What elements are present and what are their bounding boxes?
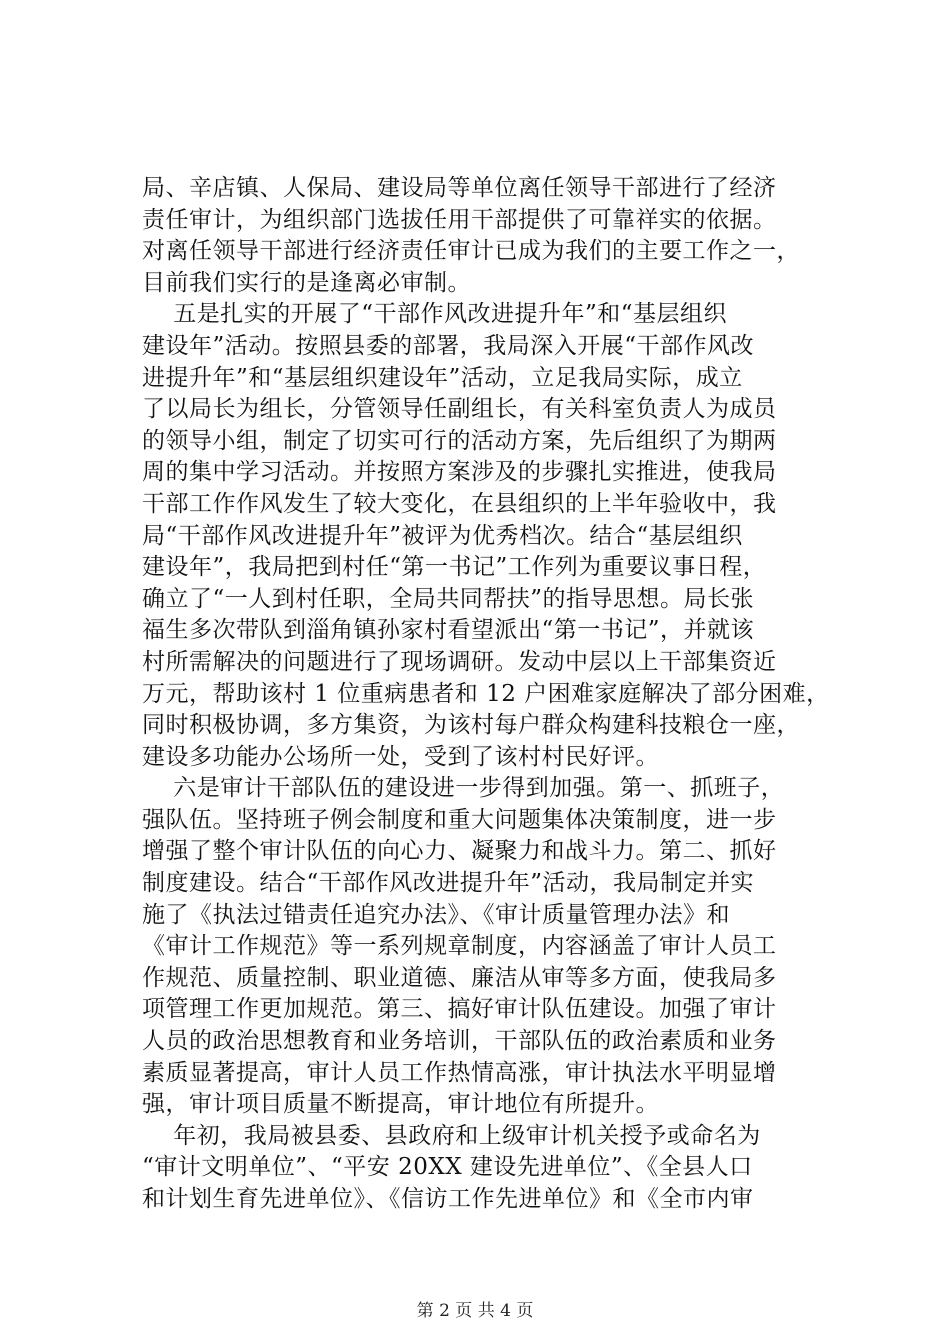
text-line: 责任审计，为组织部门选拔任用干部提供了可靠祥实的依据。	[142, 206, 777, 233]
text-line: 强，审计项目质量不断提高，审计地位有所提升。	[142, 1091, 659, 1118]
text-line: 目前我们实行的是逢离必审制。	[142, 269, 471, 296]
body-text	[142, 173, 832, 1216]
text-line: 作规范、质量控制、职业道德、廉洁从审等多方面，使我局多	[142, 964, 777, 991]
text-line: 了以局长为组长，分管领导任副组长，有关科室负责人为成员	[142, 396, 777, 423]
text-line: 五是扎实的开展了“干部作风改进提升年”和“基层组织	[142, 301, 728, 328]
text-line: 的领导小组，制定了切实可行的活动方案，先后组织了为期两	[142, 427, 777, 454]
text-line: 干部工作作风发生了较大变化，在县组织的上半年验收中，我	[142, 490, 777, 517]
text-line: 项管理工作更加规范。第三、搞好审计队伍建设。加强了审计	[142, 996, 777, 1023]
text-line: 六是审计干部队伍的建设进一步得到加强。第一、抓班子，	[142, 775, 785, 802]
text-line: 建设多功能办公场所一处，受到了该村村民好评。	[142, 743, 659, 770]
text-line: 局“干部作风改进提升年”被评为优秀档次。结合“基层组织	[142, 522, 743, 549]
text-line: 制度建设。结合“干部作风改进提升年”活动，我局制定并实	[142, 870, 755, 897]
text-line: “审计文明单位”、“平安 20XX 建设先进单位”、《全县人口	[142, 1154, 753, 1181]
text-line: 村所需解决的问题进行了现场调研。发动中层以上干部集资近	[142, 648, 777, 675]
text-line: 万元，帮助该村 1 位重病患者和 12 户困难家庭解决了部分困难，	[142, 680, 830, 707]
text-line: 建设年”，我局把到村任“第一书记”工作列为重要议事日程，	[142, 554, 767, 581]
text-line: 同时积极协调，多方集资，为该村每户群众构建科技粮仓一座，	[142, 712, 800, 739]
text-line: 施了《执法过错责任追究办法》、《审计质量管理办法》和	[142, 901, 730, 928]
text-line: 局、辛店镇、人保局、建设局等单位离任领导干部进行了经济	[142, 175, 777, 201]
text-line: 对离任领导干部进行经济责任审计已成为我们的主要工作之一，	[142, 238, 800, 265]
text-line: 确立了“一人到村任职，全局共同帮扶”的指导思想。局长张	[142, 585, 755, 612]
text-line: 周的集中学习活动。并按照方案涉及的步骤扎实推进，使我局	[142, 459, 777, 486]
text-line: 福生多次带队到淄角镇孙家村看望派出“第一书记”，并就该	[142, 617, 755, 644]
text-line: 进提升年”和“基层组织建设年”活动，立足我局实际，成立	[142, 364, 743, 391]
text-line: 和计划生育先进单位》、《信访工作先进单位》和《全市内审	[142, 1186, 754, 1212]
text-line: 素质显著提高，审计人员工作热情高涨，审计执法水平明显增	[142, 1059, 777, 1086]
text-line: 《审计工作规范》等一系列规章制度，内容涵盖了审计人员工	[142, 933, 777, 960]
text-line: 年初，我局被县委、县政府和上级审计机关授予或命名为	[142, 1122, 761, 1149]
text-line: 建设年”活动。按照县委的部署，我局深入开展“干部作风改	[142, 332, 755, 359]
page-footer: 第 2 页 共 4 页	[416, 1301, 534, 1321]
text-line: 人员的政治思想教育和业务培训，干部队伍的政治素质和业务	[142, 1028, 777, 1055]
text-line: 增强了整个审计队伍的向心力、凝聚力和战斗力。第二、抓好	[142, 838, 777, 865]
text-line: 强队伍。坚持班子例会制度和重大问题集体决策制度，进一步	[142, 806, 777, 833]
